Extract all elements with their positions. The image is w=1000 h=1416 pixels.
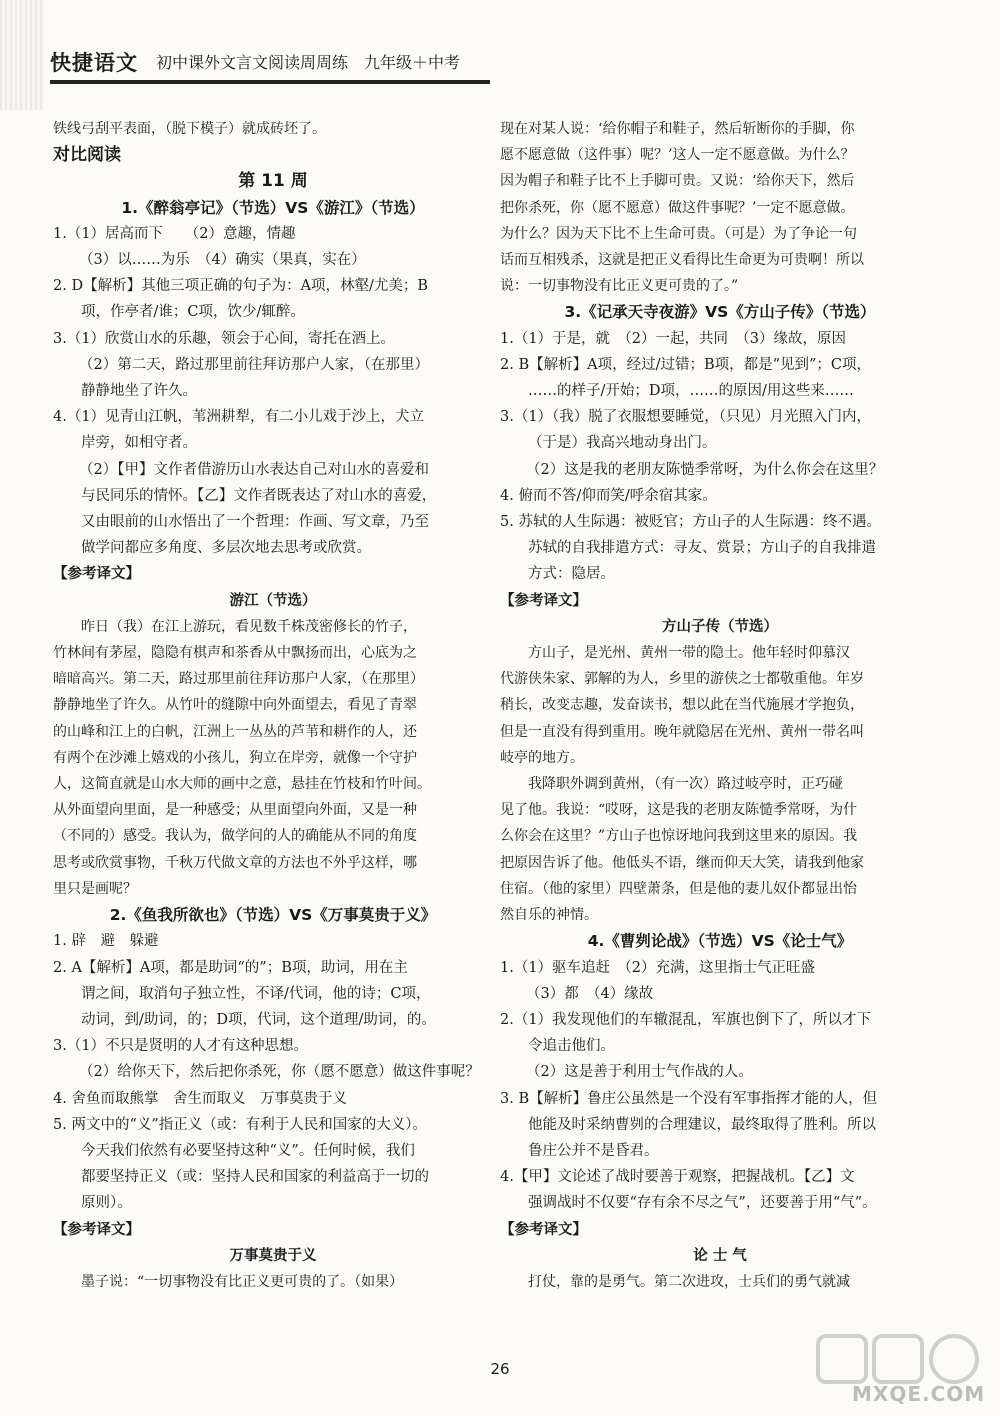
text-line: （3）以……为乐 （4）确实（果真，实在） bbox=[79, 252, 366, 269]
text-line: 3.（1）（我）脱了衣服想要睡觉，（只见）月光照入门内， bbox=[500, 409, 872, 426]
text-line: （2）给你天下，然后把你杀死，你（愿不愿意）做这件事呢？ bbox=[79, 1064, 480, 1081]
text-line: 方式：隐居。 bbox=[528, 566, 615, 583]
text-line: 与民同乐的情怀。【乙】文作者既表达了对山水的喜爱， bbox=[81, 487, 437, 504]
text-line: 3. B【解析】鲁庄公虽然是一个没有军事指挥才能的人，但 bbox=[500, 1090, 878, 1107]
text-line: （不同的）感受。我认为，做学问的人的确能从不同的角度 bbox=[53, 828, 417, 845]
text-line: （2）【甲】文作者借游历山水表达自己对山水的喜爱和 bbox=[79, 461, 429, 478]
text-line: 鲁庄公并不是昏君。 bbox=[528, 1142, 659, 1159]
header-rule bbox=[50, 80, 490, 84]
text-line: 然自乐的神情。 bbox=[500, 907, 598, 924]
text-line: 为什么？因为天下比不上生命可贵。（可是）为了争论一句 bbox=[500, 225, 857, 242]
text-line: 静静地坐了许久。从竹叶的缝隙中向外面望去，看见了青翠 bbox=[53, 697, 417, 714]
text-line: 从外面望向里面，是一种感受；从里面望向外面，又是一种 bbox=[53, 802, 417, 819]
text-line: 项，作亭者/谁；C项，饮少/辄醉。 bbox=[81, 304, 305, 321]
text-line: 有两个在沙滩上嬉戏的小孩儿，狗立在岸旁，就像一个守护 bbox=[53, 749, 417, 766]
text-line: 代游侠朱家、郭解的为人，乡里的游侠之士都敬重他。年岁 bbox=[500, 671, 864, 688]
text-line: 3.（1）欣赏山水的乐趣，领会于心间，寄托在酒上。 bbox=[53, 330, 396, 347]
text-line: 2. A【解析】A项，都是助词“的”；B项，助词，用在主 bbox=[53, 959, 408, 976]
text-line: 见了他。我说：“哎呀，这是我的老朋友陈慥季常呀，为什 bbox=[500, 802, 858, 819]
text-line: 4.《曹刿论战》（节选）VS《论士气》 bbox=[587, 932, 853, 951]
text-line: 令追击他们。 bbox=[528, 1038, 615, 1055]
page-number: 26 bbox=[490, 1360, 510, 1378]
text-line: 3.（1）不只是贤明的人才有这种思想。 bbox=[53, 1038, 309, 1055]
text-line: 我降职外调到黄州，（有一次）路过岐亭时，正巧碰 bbox=[528, 776, 843, 793]
text-line: 【参考译文】 bbox=[500, 1221, 587, 1238]
text-line: 暗暗高兴。第二天，路过那里前往拜访那户人家，（在那里） bbox=[53, 671, 424, 688]
watermark-text: MXQE.COM bbox=[852, 1382, 986, 1406]
text-line: 5. 苏轼的人生际遇：被贬官；方山子的人生际遇：终不遇。 bbox=[500, 514, 881, 531]
text-line: 昨日（我）在江上游玩，看见数千株茂密修长的竹子， bbox=[81, 618, 417, 635]
text-line: 岐亭的地方。 bbox=[500, 749, 584, 766]
text-line: 稍长，改变志趣，发奋读书，想以此在当代施展才学抱负， bbox=[500, 697, 864, 714]
text-line: ……的样子/开始；D项，……的原因/用这些来…… bbox=[528, 383, 854, 400]
text-line: 4.（1）见青山江帆，苇洲耕犁，有二小儿戏于沙上，犬立 bbox=[53, 409, 425, 426]
text-line: （2）这是我的老朋友陈慥季常呀，为什么你会在这里？ bbox=[526, 461, 884, 478]
text-line: 论 士 气 bbox=[693, 1247, 747, 1264]
text-line: 他能及时采纳曹刿的合理建议，最终取得了胜利。所以 bbox=[528, 1116, 876, 1133]
text-line: 人，这简直就是山水大师的画中之意，悬挂在竹枝和竹叶间。 bbox=[53, 776, 431, 793]
text-line: 1.（1）于是，就 （2）一起，共同 （3）缘故，原因 bbox=[500, 330, 847, 347]
text-line: 愿不愿意做（这件事）呢？’这人一定不愿意做。为什么？ bbox=[500, 147, 855, 164]
text-line: 今天我们依然有必要坚持这种“义”。任何时候，我们 bbox=[81, 1142, 415, 1159]
page-header bbox=[50, 44, 500, 78]
text-line: 说：一切事物没有比正义更可贵的了。” bbox=[500, 278, 739, 295]
scanned-page-edge bbox=[0, 0, 44, 110]
text-line: 把你杀死，你（愿不愿意）做这件事呢？’一定不愿意做。 bbox=[500, 199, 855, 216]
text-line: 2.（1）我发现他们的车辙混乱，军旗也倒下了，所以才下 bbox=[500, 1011, 872, 1028]
text-line: （于是）我高兴地动身出门。 bbox=[528, 435, 717, 452]
text-line: 苏轼的自我排遣方式：寻友、赏景；方山子的自我排遣 bbox=[528, 540, 876, 557]
text-line: 静静地坐了许久。 bbox=[81, 383, 197, 400]
text-line: 1.（1）居高而下 （2）意趣，情趣 bbox=[53, 225, 296, 242]
right-column bbox=[500, 116, 940, 1295]
text-line: 4. 舍鱼而取熊掌 舍生而取义 万事莫贵于义 bbox=[53, 1090, 347, 1107]
text-line: 【参考译文】 bbox=[500, 592, 587, 609]
text-line: 现在对某人说：‘给你帽子和鞋子，然后斩断你的手脚，你 bbox=[500, 121, 855, 137]
text-line: 又由眼前的山水悟出了一个哲理：作画、写文章，乃至 bbox=[81, 514, 429, 531]
text-line: 强调战时不仅要“存有余不尽之气”，还要善于用“气”。 bbox=[528, 1195, 877, 1212]
text-line: 【参考译文】 bbox=[53, 566, 140, 583]
text-line: （2）第二天，路过那里前往拜访那户人家，（在那里） bbox=[79, 356, 429, 373]
text-line: 第 11 周 bbox=[238, 171, 308, 192]
text-line: 住宿。（他的家里）四壁萧条，但是他的妻儿奴仆都显出怡 bbox=[500, 880, 857, 897]
text-line: 游江（节选） bbox=[229, 592, 317, 609]
text-line: 打仗，靠的是勇气。第二次进攻，士兵们的勇气就减 bbox=[528, 1273, 850, 1290]
text-line: 4. 俯而不答/仰而笑/呼余宿其家。 bbox=[500, 487, 717, 504]
text-line: 1. 辟 避 躲避 bbox=[53, 933, 159, 950]
text-line: 因为帽子和鞋子比不上手脚可贵。又说：‘给你天下，然后 bbox=[500, 173, 855, 190]
text-line: 1.（1）驱车追赶 （2）充满，这里指士气正旺盛 bbox=[500, 959, 816, 976]
text-line: （2）这是善于利用士气作战的人。 bbox=[526, 1064, 753, 1081]
text-line: 方山子传（节选） bbox=[662, 618, 778, 635]
text-line: 但是一直没有得到重用。晚年就隐居在光州、黄州一带名叫 bbox=[500, 723, 864, 740]
book-brand: 快捷语文 bbox=[50, 51, 138, 75]
text-line: 都要坚持正义（或：坚持人民和国家的利益高于一切的 bbox=[81, 1169, 429, 1186]
text-line: 铁线弓刮平表面，（脱下模子）就成砖坯了。 bbox=[53, 121, 326, 137]
text-line: 方山子，是光州、黄州一带的隐士。他年轻时仰慕汉 bbox=[528, 645, 850, 662]
text-line: 做学问都应多角度、多层次地去思考或欣赏。 bbox=[81, 540, 371, 557]
text-line: 2. D【解析】其他三项正确的句子为：A项，林壑/尤美；B bbox=[53, 278, 429, 295]
text-line: 【参考译文】 bbox=[53, 1221, 140, 1238]
text-line: 竹林间有茅屋，隐隐有棋声和茶香从中飘扬而出，心底为之 bbox=[53, 645, 417, 662]
book-subtitle: 初中课外文言文阅读周周练 九年级＋中考 bbox=[156, 53, 461, 72]
text-line: 动词，到/助词，的；D项，代词，这个道理/助词，的。 bbox=[81, 1011, 436, 1028]
text-line: 岸旁，如相守者。 bbox=[81, 435, 197, 452]
text-line: 思考或欣赏事物，千秋万代做文章的方法也不外乎这样，哪 bbox=[53, 854, 417, 871]
text-line: 5. 两文中的“义”指正义（或：有利于人民和国家的大义）。 bbox=[53, 1116, 428, 1133]
text-line: 的山峰和江上的白帆，江洲上一丛丛的芦苇和耕作的人，还 bbox=[53, 723, 417, 740]
text-line: 万事莫贵于义 bbox=[229, 1247, 317, 1264]
text-line: 2.《鱼我所欲也》（节选）VS《万事莫贵于义》 bbox=[109, 906, 437, 925]
text-line: 2. B【解析】A项，经过/过错；B项，都是“见到”；C项， bbox=[500, 356, 872, 373]
text-line: 对比阅读 bbox=[53, 145, 121, 166]
text-line: 原则）。 bbox=[81, 1195, 132, 1212]
text-line: 3.《记承天寺夜游》VS《方山子传》（节选） bbox=[564, 303, 876, 322]
text-line: （3）都 （4）缘故 bbox=[526, 985, 654, 1002]
text-line: 谓之间，取消句子独立性，不译/代词，他的诗；C项， bbox=[81, 985, 431, 1002]
text-line: 里只是画呢？ bbox=[53, 880, 137, 897]
left-column bbox=[53, 116, 493, 1295]
text-line: 么你会在这里？”方山子也惊讶地问我到这里来的原因。我 bbox=[500, 828, 858, 845]
text-line: 4.【甲】文论述了战时要善于观察，把握战机。【乙】文 bbox=[500, 1169, 855, 1186]
text-line: 话而互相残杀，这就是把正义看得比生命更为可贵啊！所以 bbox=[500, 252, 864, 269]
text-line: 1.《醉翁亭记》（节选）VS《游江》（节选） bbox=[121, 198, 425, 217]
text-line: 墨子说：“一切事物没有比正义更可贵的了。（如果） bbox=[81, 1273, 404, 1290]
text-line: 把原因告诉了他。他低头不语，继而仰天大笑，请我到他家 bbox=[500, 854, 864, 871]
